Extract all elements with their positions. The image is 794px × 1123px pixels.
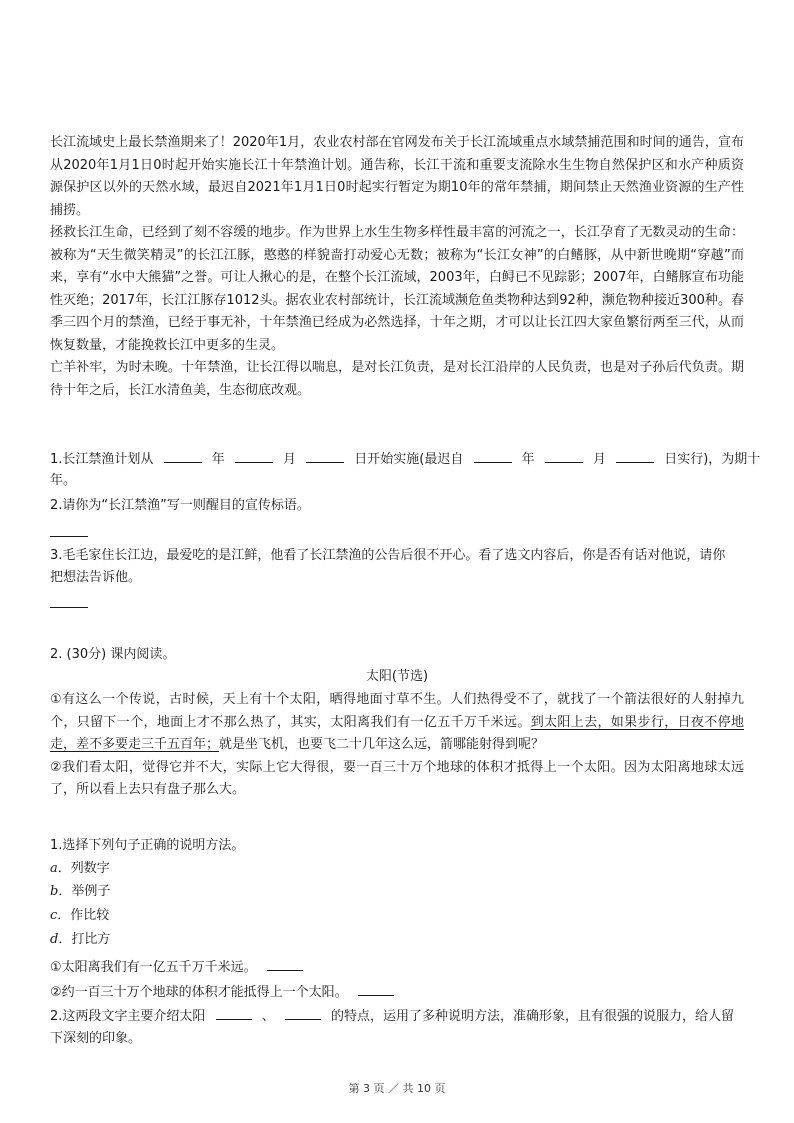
passage-1-paragraph-1: 长江流域史上最长禁渔期来了！2020年1月，农业农村部在官网发布关于长江流域重点水域禁捕范围和时间的通告，宣布从2020年1月1日0时起开始实施长江十年禁渔计划。通告称，长江干流和重要支流除水生生物自然保护区和水产种质资源保护区以外的天然水域，最迟自2021年1月1日0时起实行暂定为期10年的常年禁捕，期间禁止天然渔业资源的生产性捕捞。 [50, 135, 744, 218]
passage-1-paragraph-2: 拯救长江生命，已经到了刻不容缓的地步。作为世界上水生生物多样性最丰富的河流之一，长江孕育了无数灵动的生命：被称为“天生微笑精灵”的长江江豚，憨憨的样貌啬打动爱心无数；被称为“长江女神”的白鳍豚，从中新世晚期“穿越”而来，享有“水中大熊猫”之誉。可让人揪心的是，在整个长江流域，2003年，白鲟已不见踪影；2007年，白鳍豚宣布功能性灭绝；2017年，长江江豚存1012头。据农业农村部统计，长江流域濒危鱼类物种达到92种，濒危物种接近300种。春季三四个月的禁渔，已经于事无补，十年禁渔已经成为必然选择，十年之期，才可以让长江四大家鱼繁衍两至三代，从而恢复数量，才能挽救长江中更多的生灵。 [50, 225, 744, 353]
passage-2-paragraph-2: ②我们看太阳，觉得它并不大，实际上它大得很，要一百三十万个地球的体积才抵得上一个太阳。因为太阳离地球太远了，所以看上去只有盘子那么大。 [50, 759, 744, 797]
answer-line-question-3[interactable] [50, 607, 88, 608]
year2-label: 年 [521, 452, 535, 467]
answer-blank-item-1[interactable] [267, 956, 303, 971]
sub-question-2-prefix: 2.这两段文字主要介绍太阳 [50, 1009, 206, 1024]
answer-blank-end-day[interactable] [616, 448, 654, 463]
option-d [50, 929, 110, 951]
answer-blank-end-year[interactable] [474, 448, 512, 463]
section-2-heading: 2. (30分) 课内阅读。 [50, 647, 176, 662]
option-text: ．列数字 [57, 861, 110, 876]
answer-line-question-2[interactable] [50, 536, 88, 537]
answer-blank-feature-1[interactable] [216, 1005, 252, 1020]
option-a [50, 858, 110, 880]
sub-question-2-suffix: 的特点，运用了多种说明方法，准确形象，且有很强的说服力，给人留 [330, 1009, 734, 1024]
passage-1 [50, 132, 744, 402]
paragraph-1-text-b: 就是坐飞机，也要飞二十几年这么远，箭哪能射得到呢？ [219, 737, 545, 752]
sub-question-1-item-2 [50, 981, 400, 1004]
option-letter: a [50, 861, 58, 876]
underlined-sentence: 到太阳上去，如果步行，日夜不停地走，差不多要走三千五百年； [50, 714, 744, 752]
option-text: ．打比方 [58, 932, 111, 947]
question-1-continued: 年。 [50, 473, 77, 488]
sub-question-2-continued: 下深刻的印象。 [50, 1031, 142, 1046]
answer-blank-end-month[interactable] [545, 448, 583, 463]
passage-2 [50, 689, 744, 802]
question-3-line-1: 3.毛毛家住长江边，最爱吃的是江鲜，他看了长江禁渔的公告后很不开心。看了选文内容后，你是否有话对他说，请你 [50, 548, 726, 563]
question-1-prefix: 1.长江禁渔计划从 [50, 452, 154, 467]
passage-1-paragraph-3: 亡羊补牢，为时未晚。十年禁渔，让长江得以喘息，是对长江负责，是对长江沿岸的人民负责，也是对子孙后代负责。期待十年之后，长江水清鱼美，生态彻底改观。 [50, 360, 744, 398]
day-start-label: 日开始实施(最迟自 [354, 452, 464, 467]
item-2-text: ②约一百三十万个地球的体积才能抵得上一个太阳。 [50, 985, 348, 1000]
answer-blank-item-2[interactable] [358, 981, 394, 996]
question-1 [50, 448, 760, 471]
month-label: 月 [282, 452, 296, 467]
sub-question-1-prompt: 1.选择下列句子正确的说明方法。 [50, 838, 245, 853]
answer-blank-start-year[interactable] [164, 448, 202, 463]
question-2: 2.请你为“长江禁渔”写一则醒目的宣传标语。 [50, 498, 310, 513]
year-label: 年 [211, 452, 225, 467]
option-b [50, 881, 110, 903]
separator: 、 [261, 1009, 275, 1024]
answer-blank-start-month[interactable] [235, 448, 273, 463]
option-letter: c [50, 908, 58, 923]
answer-blank-start-day[interactable] [306, 448, 344, 463]
passage-2-paragraph-1 [50, 689, 744, 757]
option-text: ．作比较 [57, 908, 110, 923]
paragraph-1-text-a: ①有这么一个传说，古时候，天上有十个太阳，晒得地面寸草不生。人们热得受不了，就找了一个箭法很好的人射掉九个，只留下一个，地面上才不那么热了，其实，太阳离我们有一亿五千万千米远。 [50, 692, 744, 730]
question-3-line-2: 把想法告诉他。 [50, 570, 142, 585]
sub-question-2 [50, 1005, 734, 1028]
answer-blank-feature-2[interactable] [285, 1005, 321, 1020]
option-letter: b [50, 884, 59, 899]
month2-label: 月 [592, 452, 606, 467]
option-letter: d [50, 932, 59, 947]
reading-title: 太阳(节选) [365, 669, 429, 684]
sub-question-1-item-1 [50, 956, 309, 979]
day-end-label: 日实行)，为期十 [664, 452, 761, 467]
page-footer: 第 3 页 ／ 共 10 页 [348, 1082, 446, 1095]
item-1-text: ①太阳离我们有一亿五千万千米远。 [50, 960, 257, 975]
option-c [50, 905, 109, 927]
option-text: ．举例子 [58, 884, 111, 899]
